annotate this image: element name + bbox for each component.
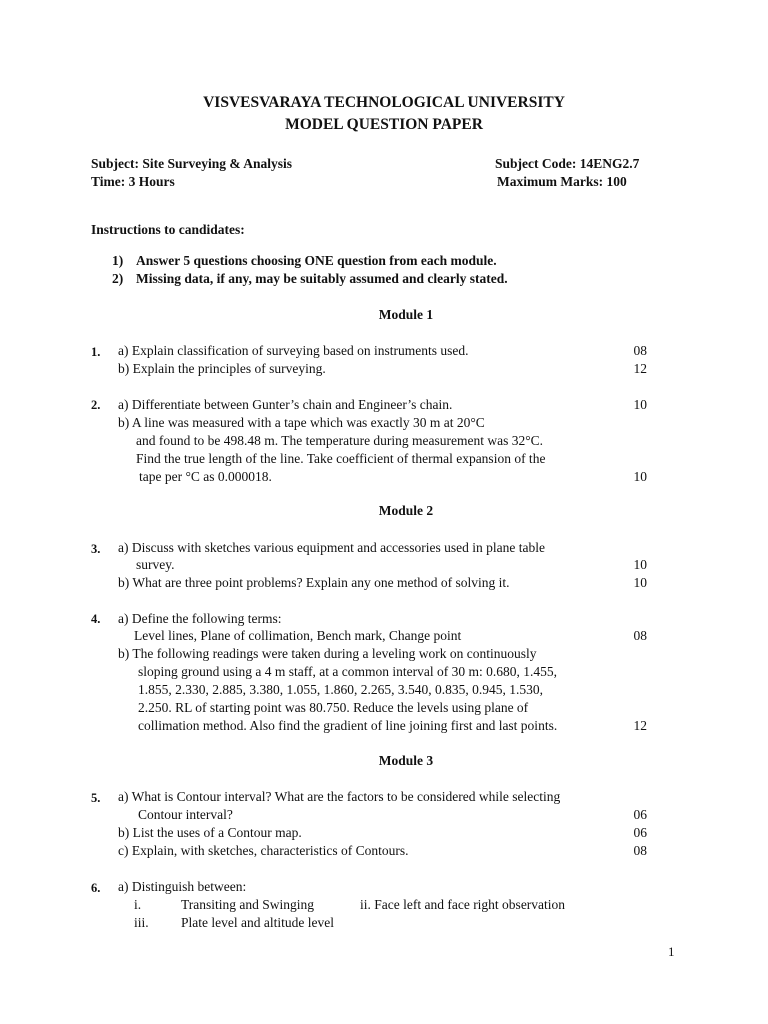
question-2a-marks: 10: [633, 397, 647, 412]
question-1b: b) Explain the principles of surveying.: [118, 361, 326, 376]
question-1a-marks: 08: [633, 343, 647, 358]
question-1a: a) Explain classification of surveying based on instruments used.: [118, 343, 469, 358]
instruction-text-1: Answer 5 questions choosing ONE question from each module.: [136, 253, 497, 268]
question-5a-marks: 06: [633, 807, 647, 822]
question-2b-line: Find the true length of the line. Take coefficient of thermal expansion of the: [136, 451, 546, 466]
question-5c: c) Explain, with sketches, characteristics of Contours.: [118, 843, 409, 858]
question-5b-marks: 06: [633, 825, 647, 840]
module-2-heading: Module 2: [378, 503, 434, 518]
question-4b-line: 2.250. RL of starting point was 80.750. Reduce the levels using plane of: [138, 700, 529, 715]
question-6-number: 6.: [91, 881, 101, 895]
paper-title: MODEL QUESTION PAPER: [285, 116, 483, 133]
question-3b: b) What are three point problems? Explain any one method of solving it.: [118, 575, 510, 590]
question-2-number: 2.: [91, 398, 101, 412]
question-4a-line: a) Define the following terms:: [118, 611, 282, 626]
question-6a: a) Distinguish between:: [118, 879, 247, 894]
question-2b-marks: 10: [633, 469, 647, 484]
question-4-number: 4.: [91, 612, 101, 626]
question-6-item-i-num: i.: [134, 897, 142, 912]
question-6-item-i-text: Transiting and Swinging: [181, 897, 315, 912]
question-4a-marks: 08: [633, 628, 647, 643]
question-5-number: 5.: [91, 791, 101, 805]
question-6-item-ii: ii. Face left and face right observation: [360, 897, 566, 912]
question-4a-line: Level lines, Plane of collimation, Bench mark, Change point: [134, 628, 462, 643]
page-number: 1: [668, 944, 675, 959]
question-4b-marks: 12: [633, 718, 647, 733]
question-6-item-iii-text: Plate level and altitude level: [181, 915, 334, 930]
question-2b-line: b) A line was measured with a tape which was exactly 30 m at 20°C: [118, 415, 485, 430]
instruction-num-2: 2): [112, 271, 124, 286]
question-5c-marks: 08: [633, 843, 647, 858]
question-2a: a) Differentiate between Gunter’s chain and Engineer’s chain.: [118, 397, 453, 412]
question-4b-line: 1.855, 2.330, 2.885, 3.380, 1.055, 1.860, 2.265, 3.540, 0.835, 0.945, 1.530,: [138, 682, 543, 697]
question-3a-marks: 10: [633, 557, 647, 572]
question-1-number: 1.: [91, 345, 101, 359]
question-6-item-iii-num: iii.: [134, 915, 149, 930]
instructions-heading: Instructions to candidates:: [91, 222, 245, 237]
subject-code: Subject Code: 14ENG2.7: [495, 156, 640, 171]
question-2b-line: and found to be 498.48 m. The temperature during measurement was 32°C.: [136, 433, 544, 448]
question-5a-line: Contour interval?: [138, 807, 233, 822]
question-3b-marks: 10: [633, 575, 647, 590]
instruction-num-1: 1): [112, 253, 124, 268]
university-title: VISVESVARAYA TECHNOLOGICAL UNIVERSITY: [203, 94, 565, 111]
instruction-text-2: Missing data, if any, may be suitably assumed and clearly stated.: [136, 271, 508, 286]
question-4b-line: b) The following readings were taken during a leveling work on continuously: [118, 646, 537, 661]
question-4b-line: collimation method. Also find the gradient of line joining first and last points.: [138, 718, 558, 733]
subject-label: Subject: Site Surveying & Analysis: [91, 156, 293, 171]
question-4b-line: sloping ground using a 4 m staff, at a common interval of 30 m: 0.680, 1.455,: [138, 664, 557, 679]
question-5b: b) List the uses of a Contour map.: [118, 825, 302, 840]
question-3a-line: survey.: [136, 557, 175, 572]
question-1b-marks: 12: [633, 361, 647, 376]
module-3-heading: Module 3: [378, 753, 434, 768]
time-label: Time: 3 Hours: [91, 174, 175, 189]
question-2b-line: tape per °C as 0.000018.: [139, 469, 272, 484]
question-3a-line: a) Discuss with sketches various equipment and accessories used in plane table: [118, 540, 546, 555]
module-1-heading: Module 1: [378, 307, 434, 322]
max-marks: Maximum Marks: 100: [497, 174, 627, 189]
question-5a-line: a) What is Contour interval? What are the factors to be considered while selecting: [118, 789, 561, 804]
question-3-number: 3.: [91, 542, 101, 556]
